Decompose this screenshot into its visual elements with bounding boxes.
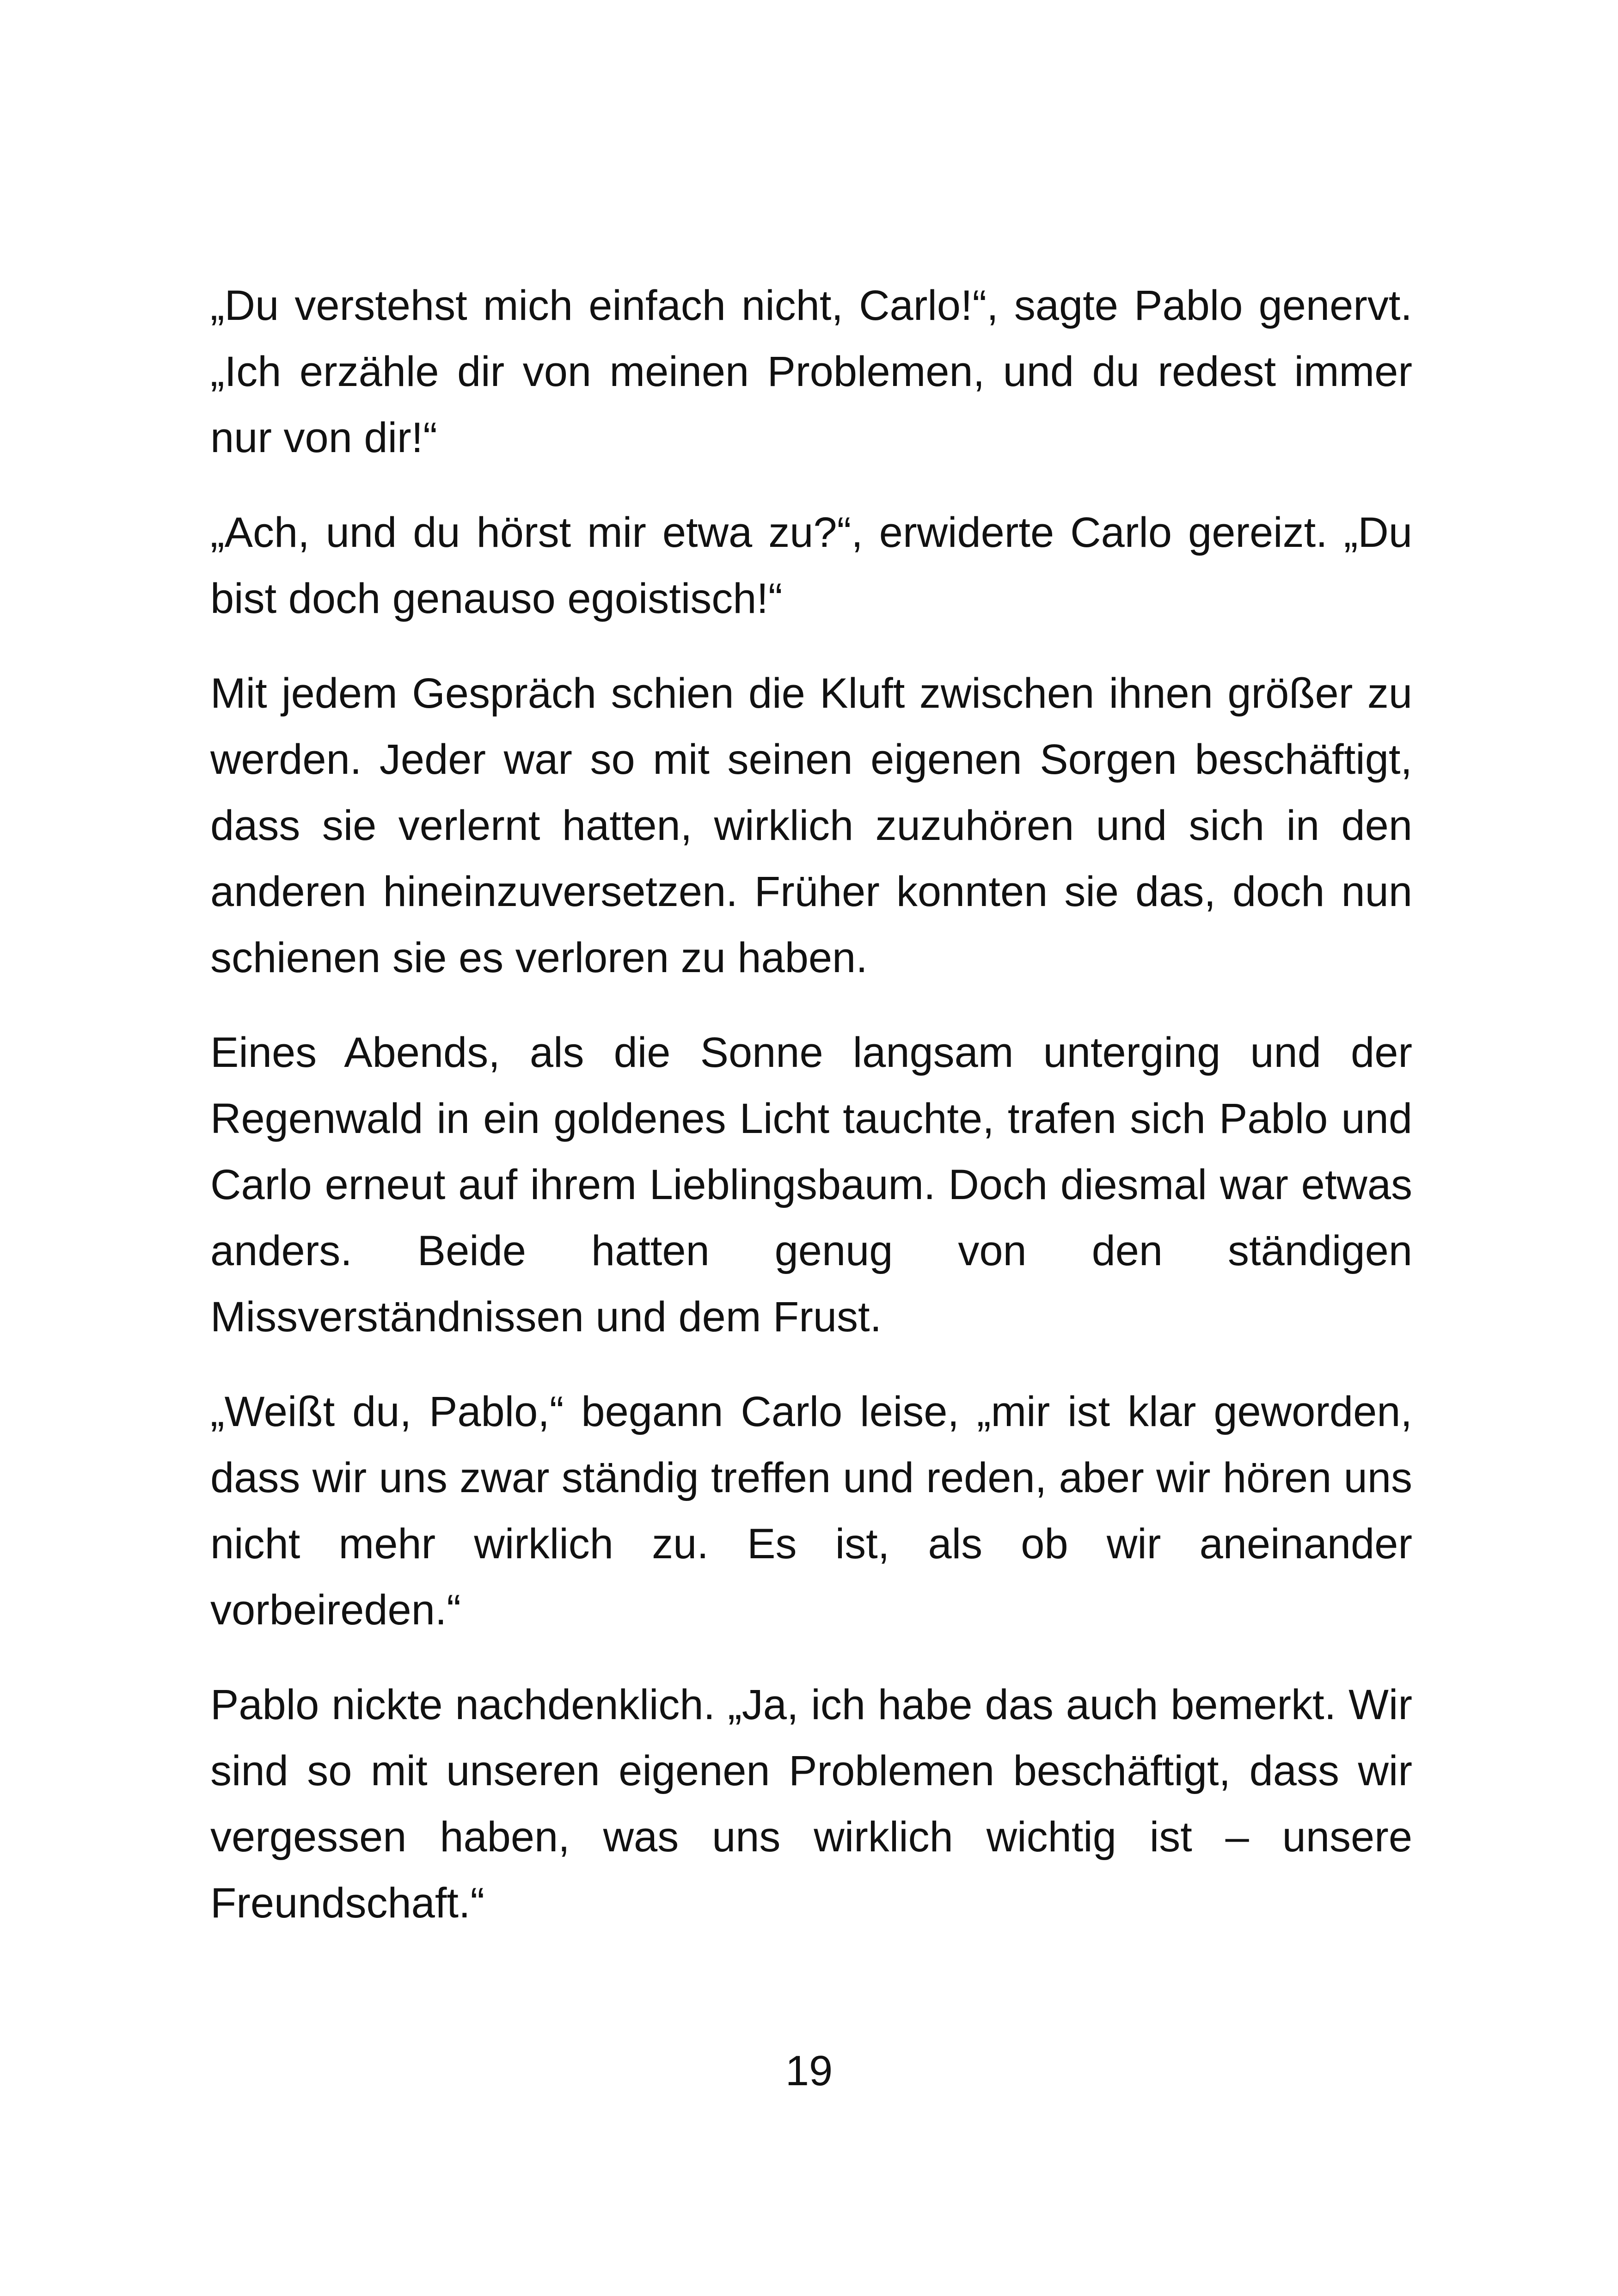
paragraph-6: Pablo nickte nachdenklich. „Ja, ich habe das auch bemerkt. Wir sind so mit unseren eigenen Problemen beschäftigt, dass wir vergessen haben, was uns wirklich wichtig ist – unsere Freundschaft.“ bbox=[210, 1681, 1412, 1927]
paragraph-4: Eines Abends, als die Sonne langsam unterging und der Regenwald in ein goldenes Licht tauchte, trafen sich Pablo und Carlo erneut auf ihrem Lieblingsbaum. Doch diesmal war etwas anders. Beide hatten genug von den ständigen Missverständnissen und dem Frust. bbox=[210, 1029, 1412, 1341]
paragraph-5: „Weißt du, Pablo,“ begann Carlo leise, „mir ist klar geworden, dass wir uns zwar ständig treffen und reden, aber wir hören uns nicht mehr wirklich zu. Es ist, als ob wir aneinander vorbeireden.“ bbox=[210, 1388, 1412, 1634]
paragraph-1: „Du verstehst mich einfach nicht, Carlo!“, sagte Pablo genervt. „Ich erzähle dir von meinen Problemen, und du redest immer nur von dir!“ bbox=[210, 282, 1412, 461]
paragraph-2: „Ach, und du hörst mir etwa zu?“, erwiderte Carlo gereizt. „Du bist doch genauso egoistisch!“ bbox=[210, 509, 1412, 622]
page-number: 19 bbox=[785, 2047, 833, 2094]
paragraph-3: Mit jedem Gespräch schien die Kluft zwischen ihnen größer zu werden. Jeder war so mit seinen eigenen Sorgen beschäftigt, dass sie verlernt hatten, wirklich zuzuhören und sich in den anderen hineinzuversetzen. Früher konnten sie das, doch nun schienen sie es verloren zu haben. bbox=[210, 670, 1412, 981]
body-text bbox=[210, 273, 1412, 1965]
